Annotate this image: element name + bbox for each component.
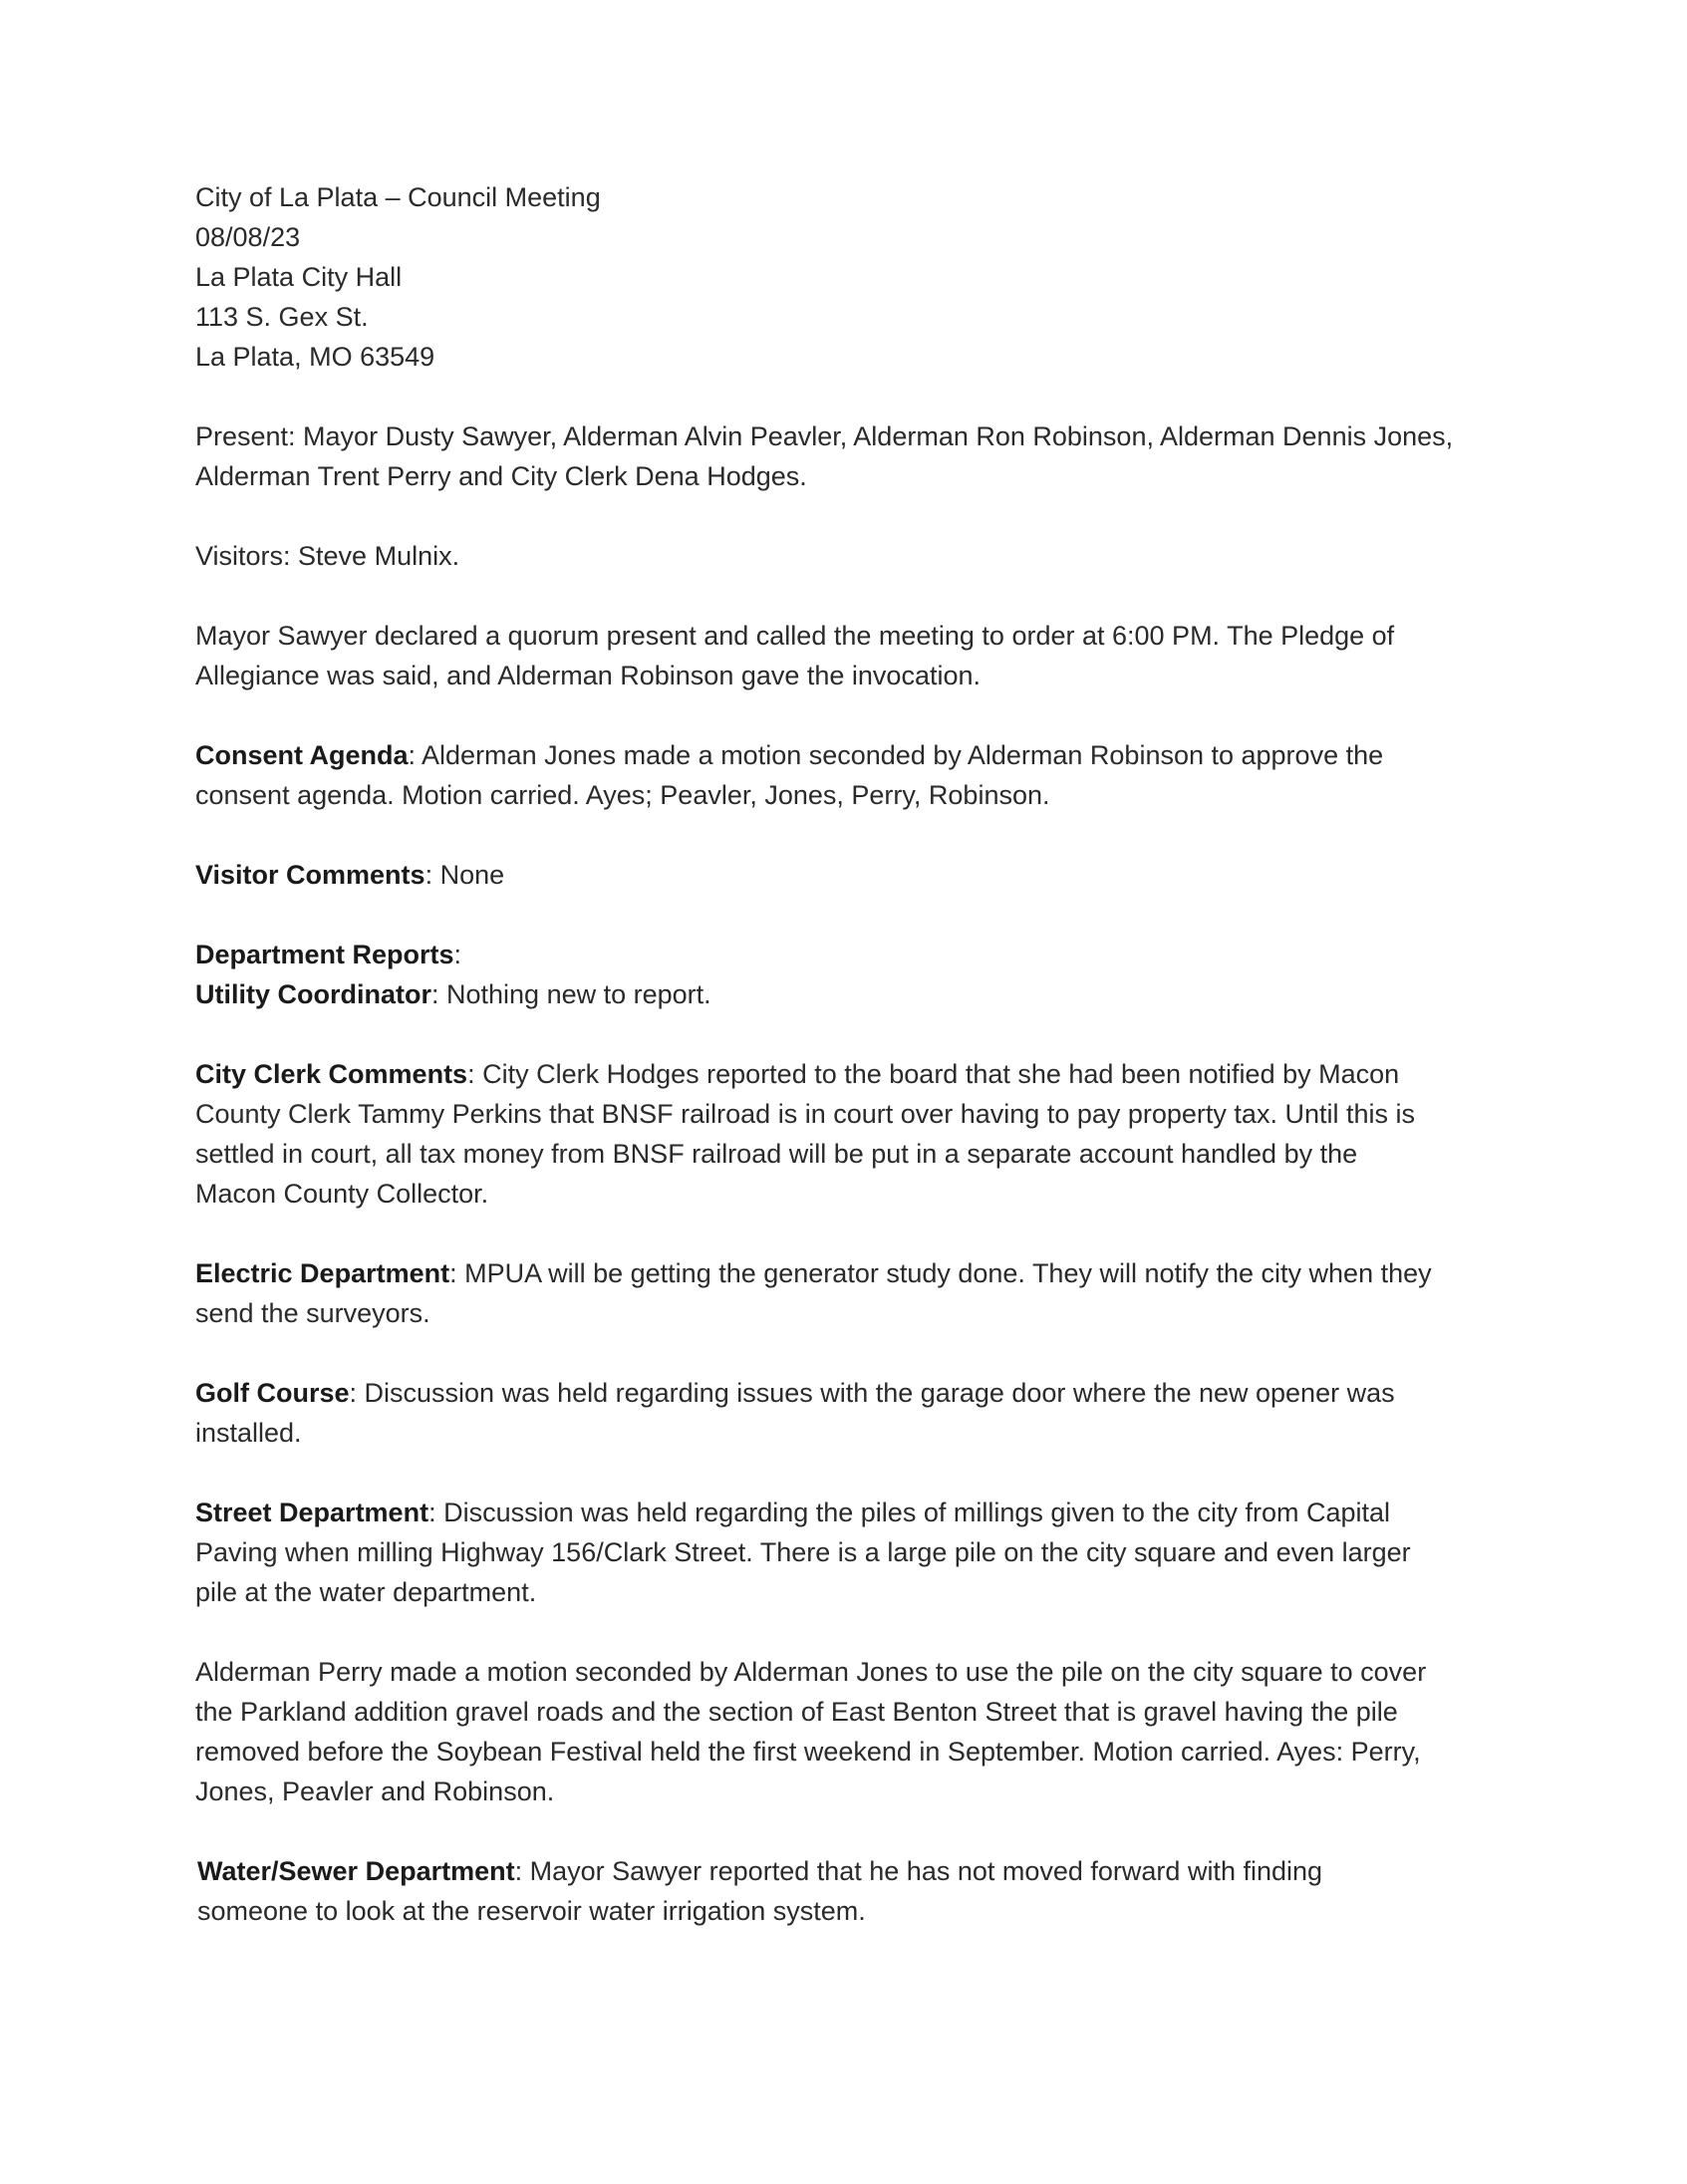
- meeting-date: 08/08/23: [195, 222, 301, 252]
- street-motion-text: Jones, Peavler and Robinson.: [195, 1776, 555, 1806]
- street-department-text: pile at the water department.: [195, 1577, 537, 1607]
- water-sewer-text: someone to look at the reservoir water irrigation system.: [197, 1896, 866, 1926]
- visitor-comments-section: [195, 855, 1491, 895]
- consent-agenda-section: [195, 735, 1491, 815]
- meeting-minutes-page: [195, 177, 1491, 1931]
- utility-coordinator-text: : Nothing new to report.: [431, 979, 711, 1009]
- electric-department-text: send the surveyors.: [195, 1298, 430, 1328]
- consent-agenda-heading: Consent Agenda: [195, 740, 409, 770]
- consent-agenda-text: consent agenda. Motion carried. Ayes; Peavler, Jones, Perry, Robinson.: [195, 780, 1050, 810]
- present-line: Alderman Trent Perry and City Clerk Dena Hodges.: [195, 461, 807, 491]
- call-to-order-paragraph: [195, 616, 1491, 695]
- department-reports-colon: :: [453, 940, 462, 969]
- street-department-text: : Discussion was held regarding the piles of millings given to the city from Capital: [428, 1498, 1391, 1527]
- meeting-venue: La Plata City Hall: [195, 262, 403, 292]
- city-clerk-text: County Clerk Tammy Perkins that BNSF railroad is in court over having to pay property tax. Until this is: [195, 1099, 1415, 1129]
- street-department-text: Paving when milling Highway 156/Clark Street. There is a large pile on the city square and even larger: [195, 1537, 1411, 1567]
- city-clerk-text: Macon County Collector.: [195, 1179, 489, 1209]
- golf-course-heading: Golf Course: [195, 1378, 350, 1408]
- city-clerk-section: [195, 1054, 1491, 1214]
- venue-street: 113 S. Gex St.: [195, 302, 369, 332]
- golf-course-text: : Discussion was held regarding issues with the garage door where the new opener was: [349, 1378, 1395, 1408]
- utility-coordinator-heading: Utility Coordinator: [195, 979, 431, 1009]
- street-motion-text: Alderman Perry made a motion seconded by Alderman Jones to use the pile on the city square to cover: [195, 1657, 1427, 1687]
- city-clerk-heading: City Clerk Comments: [195, 1059, 468, 1089]
- electric-department-section: [195, 1253, 1491, 1333]
- golf-course-text: installed.: [195, 1418, 302, 1448]
- call-to-order-line: Allegiance was said, and Alderman Robinson gave the invocation.: [195, 661, 981, 690]
- city-clerk-text: settled in court, all tax money from BNSF railroad will be put in a separate account handled by the: [195, 1139, 1358, 1169]
- venue-city: La Plata, MO 63549: [195, 342, 435, 372]
- water-sewer-section: [197, 1851, 1493, 1931]
- document-header: [195, 177, 1491, 377]
- street-department-section: [195, 1493, 1491, 1612]
- present-line: Present: Mayor Dusty Sawyer, Alderman Alvin Peavler, Alderman Ron Robinson, Alderman Dennis Jones,: [195, 421, 1454, 451]
- department-reports-heading-line: [195, 935, 1491, 974]
- department-reports-heading: Department Reports: [195, 940, 454, 969]
- street-motion-text: the Parkland addition gravel roads and the section of East Benton Street that is gravel having the pile: [195, 1697, 1398, 1727]
- golf-course-section: [195, 1373, 1491, 1453]
- present-paragraph: [195, 416, 1491, 496]
- call-to-order-line: Mayor Sawyer declared a quorum present and called the meeting to order at 6:00 PM. The Pledge of: [195, 621, 1395, 651]
- electric-department-text: : MPUA will be getting the generator study done. They will notify the city when they: [449, 1258, 1432, 1288]
- document-title: City of La Plata – Council Meeting: [195, 182, 601, 212]
- utility-coordinator-section: [195, 974, 1491, 1014]
- city-clerk-text: : City Clerk Hodges reported to the board that she had been notified by Macon: [467, 1059, 1400, 1089]
- street-motion-paragraph: [195, 1652, 1491, 1811]
- visitor-comments-text: : None: [424, 860, 505, 890]
- electric-department-heading: Electric Department: [195, 1258, 450, 1288]
- street-department-heading: Street Department: [195, 1498, 429, 1527]
- consent-agenda-text: : Alderman Jones made a motion seconded by Alderman Robinson to approve the: [408, 740, 1384, 770]
- street-motion-text: removed before the Soybean Festival held the first weekend in September. Motion carried. Ayes: Perry,: [195, 1737, 1421, 1767]
- water-sewer-heading: Water/Sewer Department: [197, 1856, 515, 1886]
- water-sewer-text: : Mayor Sawyer reported that he has not moved forward with finding: [514, 1856, 1323, 1886]
- visitors-line: Visitors: Steve Mulnix.: [195, 541, 460, 571]
- visitor-comments-heading: Visitor Comments: [195, 860, 425, 890]
